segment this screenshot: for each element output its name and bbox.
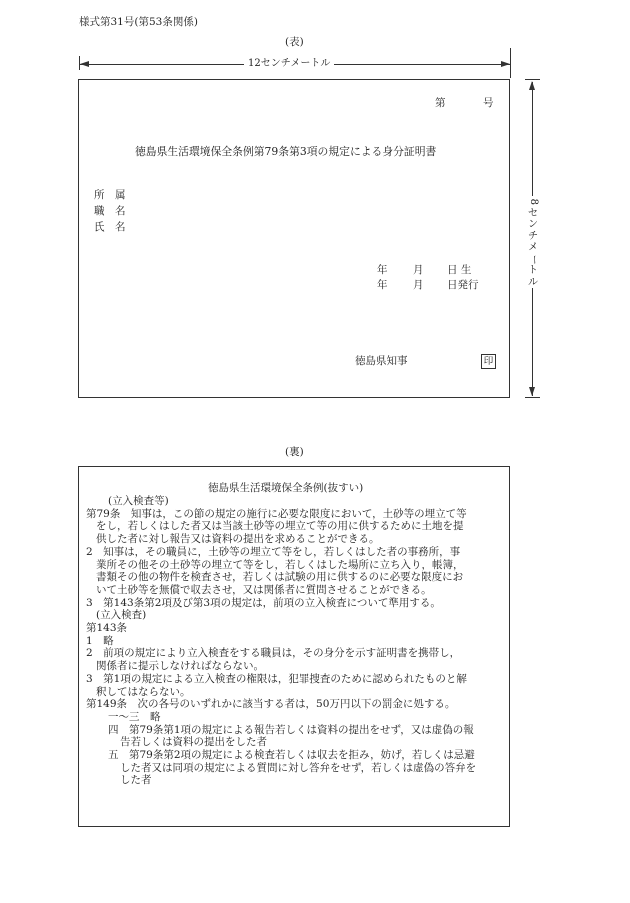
excerpt-line: 2 前項の規定により立入検査をする職員は，その身分を示す証明書を携帯し， (86, 647, 461, 660)
height-dimension-bottom-tick (525, 397, 540, 398)
id-card-front (78, 79, 510, 398)
height-down-arrow-icon (529, 387, 535, 396)
excerpt-line: 3 第143条第2項及び第3項の規定は，前項の立入検査について準用する。 (86, 596, 441, 609)
field-affiliation: 所 属 (94, 189, 126, 201)
birth-year: 年 (377, 264, 388, 276)
excerpt-line: 釈してはならない。 (96, 685, 191, 698)
issue-day: 日発行 (447, 279, 479, 291)
card-title: 徳島県生活環境保全条例第79条第3項の規定による身分証明書 (135, 145, 437, 158)
width-dimension-right-tick (510, 48, 511, 78)
number-prefix: 第 (435, 97, 446, 109)
height-dimension-top-tick (525, 79, 540, 80)
height-up-arrow-icon (529, 81, 535, 90)
issuer: 徳島県知事 (355, 355, 408, 367)
width-left-arrow-icon (80, 61, 89, 67)
excerpt-line: 2 知事は，その職員に，土砂等の埋立て等をし，若しくはした者の事務所，事 (86, 545, 461, 558)
excerpt-line: 第79条 知事は，この節の規定の施行に必要な限度において，土砂等の埋立て等 (86, 507, 467, 520)
back-heading: (裏) (285, 446, 304, 458)
excerpt-line: 供した者に対し報告又は資料の提出を求めることができる。 (96, 533, 380, 546)
excerpt-line: 1 略 (86, 634, 114, 647)
number-suffix: 号 (483, 97, 494, 109)
front-heading: (表) (285, 36, 304, 48)
birth-day: 日 生 (447, 264, 472, 276)
excerpt-line: 書類その他の物件を検査させ，若しくは試験の用に供するのに必要な限度にお (96, 571, 464, 584)
excerpt-line: 3 第1項の規定による立入検査の権限は，犯罪捜査のために認められたものと解 (86, 672, 467, 685)
excerpt-line: した者 (120, 774, 152, 787)
excerpt-line: 業所その他その土砂等の埋立て等をし，若しくはした場所に立ち入り，帳簿， (96, 558, 464, 571)
excerpt-line: 第149条 次の各号のいずれかに該当する者は，50万円以下の罰金に処する。 (86, 698, 456, 711)
issue-month: 月 (413, 279, 424, 291)
back-title: 徳島県生活環境保全条例(抜すい) (208, 482, 364, 494)
excerpt-line: 告若しくは資料の提出をした者 (120, 736, 267, 749)
excerpt-line: した者又は同項の規定による質問に対し答弁をせず，若しくは虚偽の答弁を (120, 761, 477, 774)
birth-month: 月 (413, 264, 424, 276)
excerpt-line: いて土砂等を無償で収去させ，又は関係者に質問させることができる。 (96, 583, 432, 596)
form-label: 様式第31号(第53条関係) (79, 16, 198, 28)
width-dimension-label: 12センチメートル (244, 58, 334, 70)
excerpt-line: 四 第79条第1項の規定による報告若しくは資料の提出をせず，又は虚偽の報 (108, 723, 474, 736)
excerpt-line: をし，若しくはした者又は当該土砂等の埋立て等の用に供するために土地を提 (96, 520, 464, 533)
excerpt-line: 関係者に提示しなければならない。 (96, 660, 264, 673)
excerpt-line: (立入検査等) (108, 495, 169, 507)
field-name: 氏 名 (94, 221, 126, 233)
field-position: 職 名 (94, 205, 126, 217)
excerpt-line: 一～三 略 (108, 710, 161, 723)
issue-year: 年 (377, 279, 388, 291)
height-dimension-label: 8 セ ン チ メ ー ト ル (526, 196, 540, 288)
excerpt-line: 五 第79条第2項の規定による検査若しくは収去を拒み，妨げ，若しくは忌避 (108, 749, 475, 761)
width-right-arrow-icon (501, 61, 510, 67)
excerpt-line: 第143条 (86, 622, 128, 634)
excerpt-line: (立入検査) (96, 609, 147, 622)
seal-stamp: 印 (481, 354, 496, 369)
